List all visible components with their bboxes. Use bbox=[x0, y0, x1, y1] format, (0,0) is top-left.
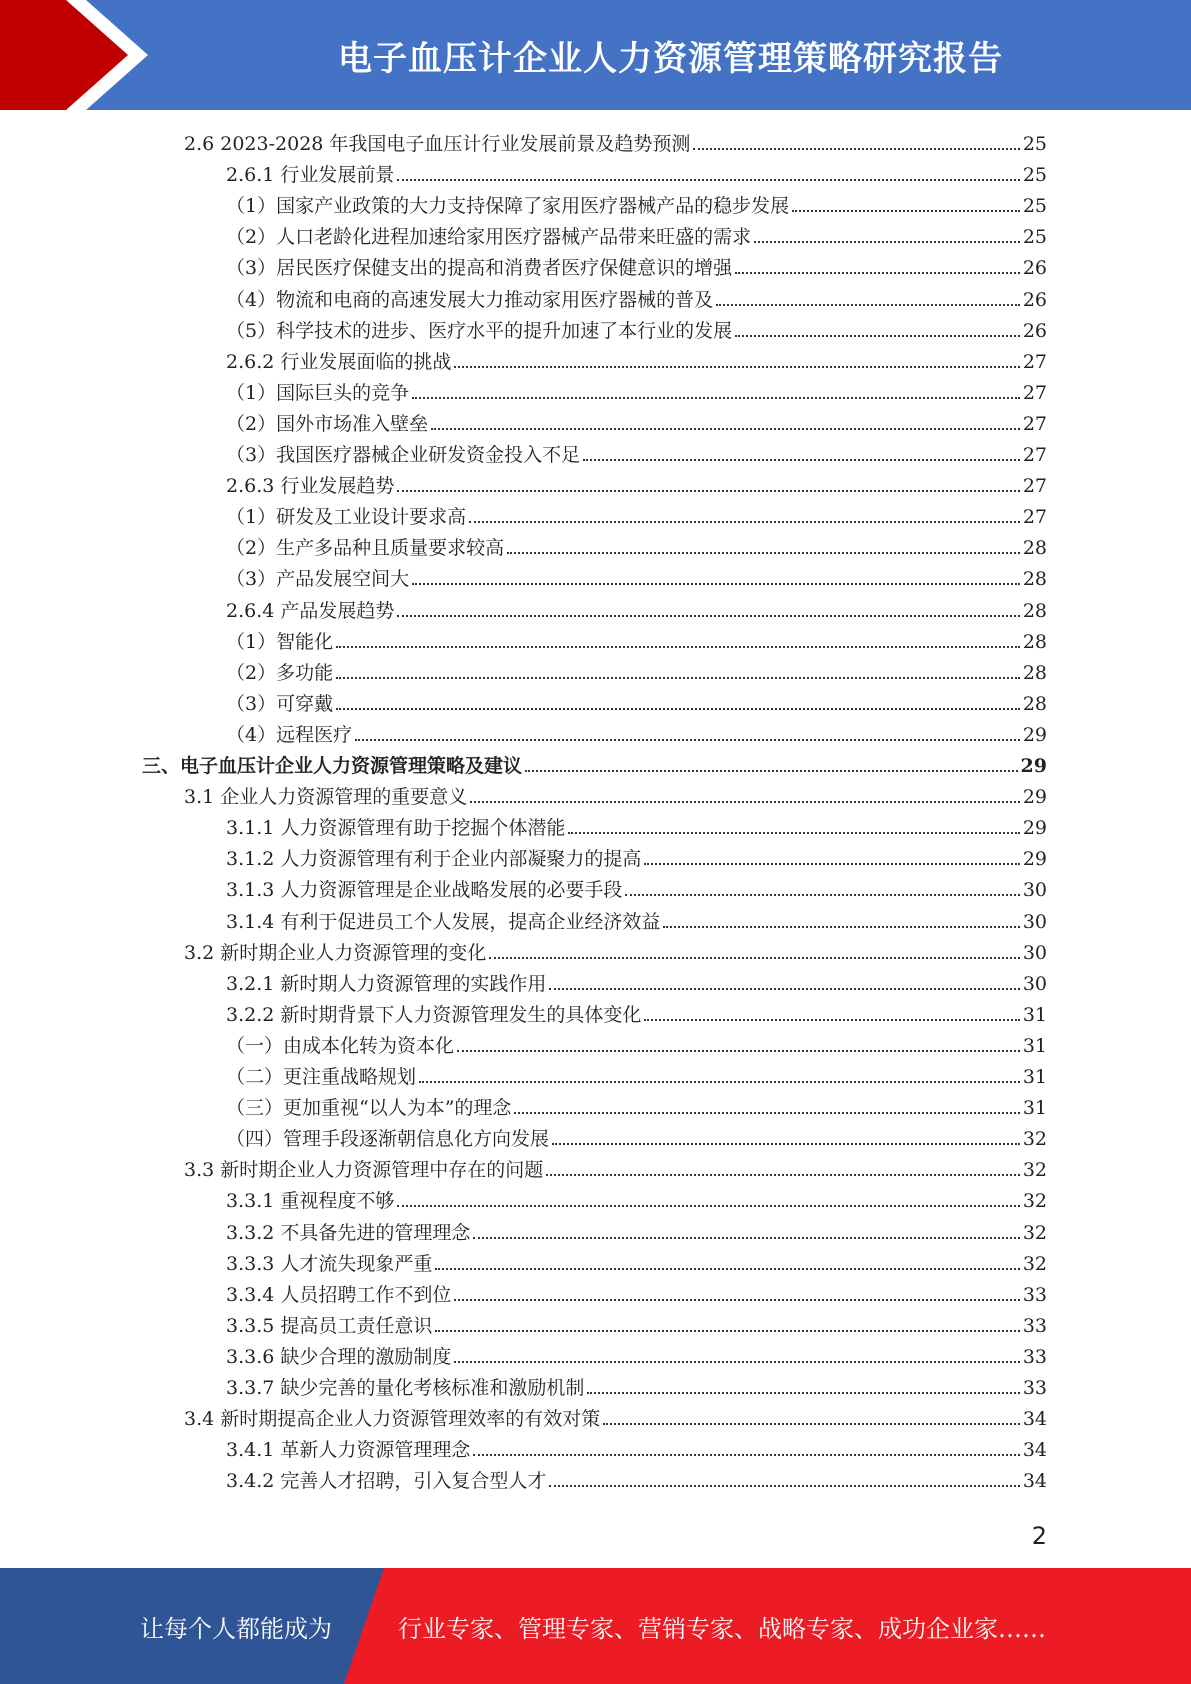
toc-entry-title: （3）我国医疗器械企业研发资金投入不足 bbox=[226, 444, 581, 466]
toc-entry[interactable] bbox=[226, 252, 1047, 280]
toc-entry-title: 3.3 新时期企业人力资源管理中存在的问题 bbox=[184, 1159, 544, 1182]
toc-entry-title: 3.3.1 重视程度不够 bbox=[226, 1190, 395, 1213]
toc-entry-title: 3.3.5 提高员工责任意识 bbox=[226, 1314, 433, 1337]
toc-entry-page: 27 bbox=[1022, 444, 1047, 466]
toc-entry[interactable] bbox=[226, 1123, 1047, 1151]
toc-entry[interactable] bbox=[226, 1279, 1047, 1307]
toc-dot-leader bbox=[546, 1174, 1020, 1176]
toc-dot-leader bbox=[552, 1143, 1020, 1145]
toc-dot-leader bbox=[735, 272, 1020, 274]
toc-dot-leader bbox=[457, 1050, 1020, 1052]
toc-entry-title: （二）更注重战略规划 bbox=[226, 1066, 417, 1088]
toc-entry-title: 2.6.3 行业发展趋势 bbox=[226, 475, 395, 498]
toc-entry-title: （4）远程医疗 bbox=[226, 723, 353, 746]
toc-entry[interactable] bbox=[184, 128, 1047, 156]
toc-entry[interactable] bbox=[226, 315, 1047, 343]
toc-entry[interactable] bbox=[226, 284, 1047, 312]
footer-slogan-left: 让每个人都能成为 bbox=[140, 1614, 332, 1643]
toc-dot-leader bbox=[644, 1019, 1019, 1021]
toc-dot-leader bbox=[336, 677, 1020, 679]
toc-entry-page: 29 bbox=[1022, 723, 1047, 746]
toc-entry[interactable] bbox=[226, 999, 1047, 1027]
toc-entry-title: 3.2.2 新时期背景下人力资源管理发生的具体变化 bbox=[226, 1003, 642, 1026]
toc-entry-page: 28 bbox=[1022, 599, 1047, 622]
toc-entry-page: 31 bbox=[1022, 1003, 1047, 1026]
toc-dot-leader bbox=[435, 1268, 1019, 1270]
page-number: 2 bbox=[1031, 1522, 1047, 1550]
toc-dot-leader bbox=[454, 366, 1019, 368]
toc-entry-page: 30 bbox=[1022, 879, 1047, 902]
toc-entry-title: （2）多功能 bbox=[226, 661, 334, 684]
toc-entry-page: 27 bbox=[1022, 350, 1047, 373]
toc-entry-title: （2）国外市场准入壁垒 bbox=[226, 412, 429, 435]
toc-entry[interactable] bbox=[226, 719, 1047, 747]
toc-entry[interactable] bbox=[226, 501, 1047, 529]
toc-entry[interactable] bbox=[226, 1341, 1047, 1369]
toc-entry-page: 33 bbox=[1022, 1314, 1047, 1337]
toc-entry[interactable] bbox=[184, 1154, 1047, 1182]
toc-dot-leader bbox=[397, 1205, 1019, 1207]
toc-entry-title: 三、电子血压计企业人力资源管理策略及建议 bbox=[142, 755, 523, 777]
toc-entry-page: 29 bbox=[1022, 817, 1047, 840]
toc-dot-leader bbox=[507, 552, 1020, 554]
toc-dot-leader bbox=[397, 490, 1019, 492]
toc-entry-page: 30 bbox=[1022, 910, 1047, 933]
toc-dot-leader bbox=[792, 210, 1020, 212]
toc-dot-leader bbox=[473, 1454, 1019, 1456]
toc-entry-page: 27 bbox=[1022, 506, 1047, 529]
toc-entry-page: 33 bbox=[1022, 1283, 1047, 1306]
report-title: 电子血压计企业人力资源管理策略研究报告 bbox=[338, 38, 1003, 79]
toc-entry[interactable] bbox=[226, 1434, 1047, 1462]
toc-entry-page: 31 bbox=[1022, 1034, 1047, 1057]
toc-entry[interactable] bbox=[226, 657, 1047, 685]
toc-entry-page: 29 bbox=[1022, 786, 1047, 809]
toc-dot-leader bbox=[549, 1485, 1019, 1487]
toc-dot-leader bbox=[587, 1392, 1019, 1394]
toc-entry-title: 2.6.4 产品发展趋势 bbox=[226, 599, 395, 622]
toc-entry-page: 25 bbox=[1022, 195, 1047, 218]
toc-entry-title: （3）可穿戴 bbox=[226, 692, 334, 715]
toc-entry[interactable] bbox=[226, 190, 1047, 218]
toc-entry[interactable] bbox=[226, 1217, 1047, 1245]
toc-entry-page: 34 bbox=[1022, 1470, 1047, 1493]
toc-entry-page: 31 bbox=[1022, 1097, 1047, 1120]
toc-entry-title: 2.6.1 行业发展前景 bbox=[226, 164, 395, 187]
toc-dot-leader bbox=[568, 832, 1019, 834]
toc-entry-title: 3.2.1 新时期人力资源管理的实践作用 bbox=[226, 972, 547, 995]
toc-entry[interactable] bbox=[142, 750, 1047, 778]
toc-entry-page: 32 bbox=[1022, 1128, 1047, 1151]
toc-dot-leader bbox=[336, 708, 1020, 710]
toc-dot-leader bbox=[625, 894, 1019, 896]
toc-entry-page: 27 bbox=[1022, 381, 1047, 404]
toc-entry[interactable] bbox=[226, 1465, 1047, 1493]
toc-entry-title: （2）生产多品种且质量要求较高 bbox=[226, 537, 505, 560]
toc-entry[interactable] bbox=[226, 377, 1047, 405]
toc-dot-leader bbox=[549, 988, 1019, 990]
toc-entry-page: 34 bbox=[1022, 1408, 1047, 1431]
toc-entry-page: 32 bbox=[1022, 1190, 1047, 1213]
toc-entry-page: 30 bbox=[1022, 972, 1047, 995]
toc-entry[interactable] bbox=[226, 1310, 1047, 1338]
toc-dot-leader bbox=[355, 739, 1020, 741]
toc-entry-page: 26 bbox=[1022, 288, 1047, 311]
toc-entry-title: 3.1.1 人力资源管理有助于挖掘个体潜能 bbox=[226, 817, 566, 840]
toc-dot-leader bbox=[454, 1299, 1019, 1301]
toc-dot-leader bbox=[435, 1330, 1019, 1332]
toc-entry-title: 3.1.3 人力资源管理是企业战略发展的必要手段 bbox=[226, 879, 623, 902]
toc-entry-page: 26 bbox=[1022, 257, 1047, 280]
toc-entry-title: （3）居民医疗保健支出的提高和消费者医疗保健意识的增强 bbox=[226, 257, 733, 280]
toc-entry-title: （四）管理手段逐渐朝信息化方向发展 bbox=[226, 1128, 550, 1151]
toc-entry[interactable] bbox=[226, 470, 1047, 498]
toc-dot-leader bbox=[412, 397, 1020, 399]
toc-entry[interactable] bbox=[226, 874, 1047, 902]
toc-entry-page: 33 bbox=[1022, 1377, 1047, 1399]
toc-entry[interactable] bbox=[226, 1185, 1047, 1213]
toc-dot-leader bbox=[514, 1112, 1019, 1114]
toc-dot-leader bbox=[716, 304, 1020, 306]
toc-entry[interactable] bbox=[226, 1030, 1047, 1058]
toc-entry-title: （2）人口老龄化进程加速给家用医疗器械产品带来旺盛的需求 bbox=[226, 226, 752, 249]
toc-entry-page: 32 bbox=[1022, 1252, 1047, 1275]
toc-entry-title: 3.3.2 不具备先进的管理理念 bbox=[226, 1221, 471, 1244]
toc-entry-title: （3）产品发展空间大 bbox=[226, 568, 410, 591]
toc-entry-title: 3.4.1 革新人力资源管理理念 bbox=[226, 1439, 471, 1462]
toc-dot-leader bbox=[583, 459, 1020, 461]
toc-entry-title: （1）国际巨头的竞争 bbox=[226, 381, 410, 404]
toc-entry-page: 33 bbox=[1022, 1345, 1047, 1368]
toc-entry-title: 3.2 新时期企业人力资源管理的变化 bbox=[184, 941, 487, 964]
toc-entry-title: 3.3.4 人员招聘工作不到位 bbox=[226, 1283, 452, 1306]
toc-entry[interactable] bbox=[226, 843, 1047, 871]
toc-entry-title: 3.1.2 人力资源管理有利于企业内部凝聚力的提高 bbox=[226, 848, 642, 871]
toc-entry-page: 25 bbox=[1022, 164, 1047, 187]
toc-entry-page: 31 bbox=[1022, 1066, 1047, 1088]
toc-entry-title: 3.3.7 缺少完善的量化考核标准和激励机制 bbox=[226, 1377, 585, 1399]
toc-entry-page: 30 bbox=[1022, 941, 1047, 964]
toc-entry-title: 3.3.3 人才流失现象严重 bbox=[226, 1252, 433, 1275]
page-header bbox=[0, 0, 1191, 110]
toc-entry[interactable] bbox=[226, 221, 1047, 249]
toc-entry[interactable] bbox=[226, 812, 1047, 840]
toc-entry[interactable] bbox=[226, 1092, 1047, 1120]
toc-entry-page: 28 bbox=[1022, 537, 1047, 560]
toc-entry[interactable] bbox=[184, 1403, 1047, 1431]
toc-entry-page: 28 bbox=[1022, 692, 1047, 715]
toc-entry[interactable] bbox=[226, 906, 1047, 934]
toc-entry-title: 3.1.4 有利于促进员工个人发展，提高企业经济效益 bbox=[226, 910, 661, 933]
toc-entry[interactable] bbox=[226, 688, 1047, 716]
toc-dot-leader bbox=[693, 148, 1019, 150]
toc-entry-title: （1）智能化 bbox=[226, 630, 334, 653]
toc-dot-leader bbox=[473, 1237, 1019, 1239]
toc-dot-leader bbox=[470, 801, 1020, 803]
toc-entry-page: 27 bbox=[1022, 475, 1047, 498]
toc-entry[interactable] bbox=[226, 595, 1047, 623]
toc-entry[interactable] bbox=[226, 968, 1047, 996]
toc-entry-page: 29 bbox=[1022, 848, 1047, 871]
toc-entry[interactable] bbox=[226, 408, 1047, 436]
toc-entry-page: 28 bbox=[1022, 661, 1047, 684]
toc-entry-title: 3.3.6 缺少合理的激励制度 bbox=[226, 1345, 452, 1368]
toc-dot-leader bbox=[469, 521, 1020, 523]
toc-entry-page: 26 bbox=[1022, 319, 1047, 342]
toc-dot-leader bbox=[735, 335, 1020, 337]
toc-dot-leader bbox=[419, 1081, 1020, 1083]
toc-entry-title: （5）科学技术的进步、医疗水平的提升加速了本行业的发展 bbox=[226, 319, 733, 342]
toc-entry-title: （1）国家产业政策的大力支持保障了家用医疗器械产品的稳步发展 bbox=[226, 195, 790, 218]
toc-entry[interactable] bbox=[226, 346, 1047, 374]
toc-entry-page: 32 bbox=[1022, 1221, 1047, 1244]
toc-entry[interactable] bbox=[226, 159, 1047, 187]
toc-entry-page: 27 bbox=[1022, 412, 1047, 435]
toc-entry[interactable] bbox=[184, 937, 1047, 965]
toc-dot-leader bbox=[397, 179, 1019, 181]
toc-entry-title: 3.1 企业人力资源管理的重要意义 bbox=[184, 786, 468, 809]
toc-entry-page: 29 bbox=[1020, 755, 1047, 777]
toc-dot-leader bbox=[663, 926, 1019, 928]
toc-entry[interactable] bbox=[226, 1061, 1047, 1089]
toc-entry-title: （三）更加重视“以人为本”的理念 bbox=[226, 1097, 512, 1120]
footer-slogan-right: 行业专家、管理专家、营销专家、战略专家、成功企业家…… bbox=[398, 1614, 1046, 1643]
toc-entry[interactable] bbox=[226, 626, 1047, 654]
toc-entry-title: 2.6 2023-2028 年我国电子血压计行业发展前景及趋势预测 bbox=[184, 133, 691, 155]
toc-entry-title: （4）物流和电商的高速发展大力推动家用医疗器械的普及 bbox=[226, 288, 714, 311]
toc-entry[interactable] bbox=[226, 1248, 1047, 1276]
toc-dot-leader bbox=[397, 615, 1019, 617]
toc-entry-page: 28 bbox=[1022, 630, 1047, 653]
toc-entry[interactable] bbox=[226, 439, 1047, 467]
toc-dot-leader bbox=[336, 646, 1020, 648]
toc-dot-leader bbox=[644, 863, 1019, 865]
toc-entry-title: （1）研发及工业设计要求高 bbox=[226, 506, 467, 529]
toc-entry-title: 2.6.2 行业发展面临的挑战 bbox=[226, 350, 452, 373]
toc-dot-leader bbox=[431, 428, 1020, 430]
toc-dot-leader bbox=[412, 583, 1020, 585]
toc-entry[interactable] bbox=[184, 781, 1047, 809]
toc-entry-page: 25 bbox=[1022, 226, 1047, 249]
page-footer bbox=[0, 1568, 1191, 1684]
toc-dot-leader bbox=[525, 770, 1018, 772]
toc-entry-page: 28 bbox=[1022, 568, 1047, 591]
toc-entry-page: 25 bbox=[1022, 133, 1047, 155]
toc-dot-leader bbox=[603, 1423, 1020, 1425]
toc-dot-leader bbox=[454, 1361, 1019, 1363]
toc-entry[interactable] bbox=[226, 532, 1047, 560]
toc-dot-leader bbox=[754, 241, 1020, 243]
toc-dot-leader bbox=[489, 957, 1020, 959]
toc-entry-page: 32 bbox=[1022, 1159, 1047, 1182]
toc-entry-title: 3.4 新时期提高企业人力资源管理效率的有效对策 bbox=[184, 1408, 601, 1431]
toc-entry-title: （一）由成本化转为资本化 bbox=[226, 1034, 455, 1057]
toc-entry[interactable] bbox=[226, 1372, 1047, 1400]
toc-entry-title: 3.4.2 完善人才招聘，引入复合型人才 bbox=[226, 1470, 547, 1493]
toc-entry[interactable] bbox=[226, 563, 1047, 591]
toc-entry-page: 34 bbox=[1022, 1439, 1047, 1462]
